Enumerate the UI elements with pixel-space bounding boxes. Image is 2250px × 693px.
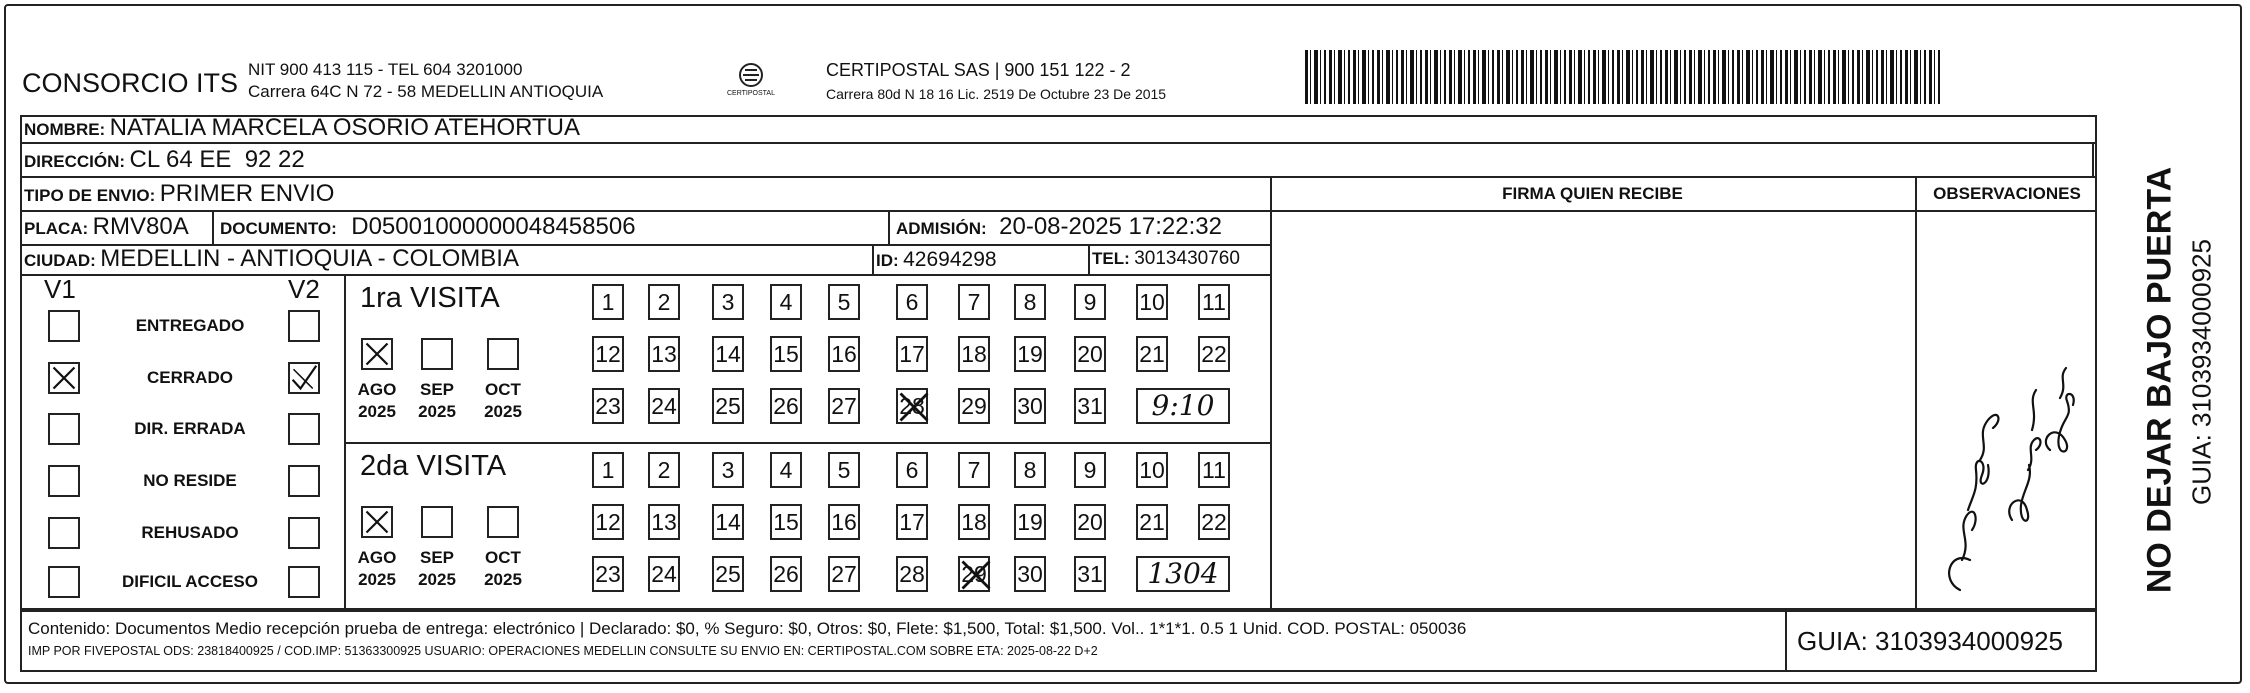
- day-box[interactable]: [1136, 284, 1168, 320]
- status-option-label: NO RESIDE: [143, 471, 237, 490]
- col-line: [212, 210, 214, 244]
- day-number: 6: [905, 289, 919, 315]
- day-number: 22: [1201, 509, 1227, 535]
- day-box[interactable]: [592, 452, 624, 488]
- day-number: 19: [1017, 341, 1043, 367]
- day-number: 27: [831, 561, 857, 587]
- day-box[interactable]: [712, 452, 744, 488]
- v2-checkbox[interactable]: [288, 362, 320, 394]
- v2-checkbox[interactable]: [288, 566, 320, 598]
- direccion-value: CL 64 EE 92 22: [129, 146, 305, 173]
- day-number: 26: [773, 561, 799, 587]
- day-number: 7: [967, 457, 981, 483]
- barcode: [1305, 50, 1940, 104]
- v2-checkbox[interactable]: [288, 413, 320, 445]
- day-box[interactable]: [958, 388, 990, 424]
- ciudad-value: MEDELLIN - ANTIOQUIA - COLOMBIA: [100, 245, 519, 272]
- day-box[interactable]: [896, 388, 928, 424]
- day-box[interactable]: [896, 284, 928, 320]
- day-number: 17: [899, 509, 925, 535]
- day-box[interactable]: [770, 336, 802, 372]
- v1-checkbox[interactable]: [48, 362, 80, 394]
- day-number: 9: [1083, 457, 1097, 483]
- day-number: 20: [1077, 509, 1103, 535]
- day-number: 30: [1017, 393, 1043, 419]
- id-cell: [876, 248, 997, 272]
- day-number: 18: [961, 509, 987, 535]
- day-box[interactable]: [592, 336, 624, 372]
- v2-checkbox[interactable]: [288, 465, 320, 497]
- day-number: 10: [1139, 457, 1165, 483]
- footer-line1: Contenido: Documentos Medio recepción prueba de entrega: electrónico | Declarado: $0, % Seguro: $0, Otros: $0, Flete: $1,500, Total: $1,500. Vol.. 1*1*1. 0.5 1 Unid. COD. POSTAL: 050036: [28, 619, 1467, 638]
- day-box[interactable]: [958, 556, 990, 592]
- visit-time-box[interactable]: [1136, 388, 1230, 424]
- day-box[interactable]: [648, 504, 680, 540]
- carrier-name: CERTIPOSTAL SAS | 900 151 122 - 2: [826, 60, 1131, 80]
- placa-label: PLACA:: [24, 219, 89, 238]
- day-number: 14: [715, 509, 741, 535]
- id-label: ID:: [876, 251, 899, 270]
- direccion-row: [24, 146, 305, 174]
- month-label: AGO: [357, 380, 397, 399]
- month-checkbox[interactable]: [421, 506, 453, 538]
- row-line: [20, 274, 1270, 276]
- placa-value: RMV80A: [92, 213, 189, 240]
- day-number: 7: [967, 289, 981, 315]
- day-number: 20: [1077, 341, 1103, 367]
- day-box[interactable]: [1014, 504, 1046, 540]
- day-number: 27: [831, 393, 857, 419]
- day-box[interactable]: [648, 388, 680, 424]
- day-box[interactable]: [896, 556, 928, 592]
- company-address: Carrera 64C N 72 - 58 MEDELLIN ANTIOQUIA: [248, 82, 604, 101]
- day-number: 17: [899, 341, 925, 367]
- certipostal-logo: [728, 58, 774, 104]
- logo-caption: CERTIPOSTAL: [727, 90, 775, 97]
- day-number: 14: [715, 341, 741, 367]
- col-line: [1785, 610, 1787, 672]
- v1-label: V1: [44, 274, 76, 304]
- day-number: 29: [961, 561, 987, 587]
- day-number: 6: [905, 457, 919, 483]
- month-checkbox[interactable]: [487, 506, 519, 538]
- day-number: 31: [1077, 393, 1103, 419]
- v1-checkbox[interactable]: [48, 465, 80, 497]
- day-box[interactable]: [1074, 504, 1106, 540]
- col-line: [1915, 176, 1917, 610]
- day-box[interactable]: [712, 388, 744, 424]
- tel-cell: [1092, 248, 1240, 270]
- year-label: 2025: [484, 402, 522, 421]
- day-number: 16: [831, 509, 857, 535]
- v1-checkbox[interactable]: [48, 310, 80, 342]
- admision-value: 20-08-2025 17:22:32: [999, 213, 1222, 240]
- day-number: 13: [651, 509, 677, 535]
- day-box[interactable]: [828, 452, 860, 488]
- day-box[interactable]: [1136, 452, 1168, 488]
- day-number: 25: [715, 393, 741, 419]
- day-number: 3: [721, 289, 735, 315]
- visit-title: 1ra VISITA: [360, 282, 500, 314]
- day-box[interactable]: [958, 452, 990, 488]
- day-number: 4: [779, 289, 793, 315]
- v1-checkbox[interactable]: [48, 413, 80, 445]
- month-label: AGO: [357, 548, 397, 567]
- month-label: OCT: [485, 548, 521, 567]
- day-number: 23: [595, 561, 621, 587]
- day-box[interactable]: [1074, 284, 1106, 320]
- day-box[interactable]: [712, 504, 744, 540]
- day-number: 15: [773, 509, 799, 535]
- v2-checkbox[interactable]: [288, 310, 320, 342]
- day-box[interactable]: [896, 336, 928, 372]
- day-box[interactable]: [770, 452, 802, 488]
- tipo-label: TIPO DE ENVIO:: [24, 186, 156, 205]
- day-number: 1: [601, 289, 615, 315]
- nombre-value: NATALIA MARCELA OSORIO ATEHORTUA: [109, 114, 581, 141]
- day-box[interactable]: [712, 284, 744, 320]
- day-box[interactable]: [958, 504, 990, 540]
- day-box[interactable]: [770, 284, 802, 320]
- tipo-value: PRIMER ENVIO: [159, 180, 335, 207]
- day-box[interactable]: [592, 504, 624, 540]
- month-label: OCT: [485, 380, 521, 399]
- documento-label: DOCUMENTO:: [220, 219, 337, 238]
- day-box[interactable]: [1198, 336, 1230, 372]
- day-box[interactable]: [1014, 452, 1046, 488]
- year-label: 2025: [484, 570, 522, 589]
- v2-label: V2: [288, 274, 320, 304]
- day-box[interactable]: [592, 388, 624, 424]
- day-number: 11: [1202, 289, 1226, 315]
- day-box[interactable]: [958, 336, 990, 372]
- day-box[interactable]: [770, 504, 802, 540]
- admision-cell: [896, 213, 1222, 241]
- day-number: 24: [651, 561, 677, 587]
- day-number: 1: [601, 457, 615, 483]
- id-value: 42694298: [903, 248, 997, 271]
- day-box[interactable]: [648, 284, 680, 320]
- day-number: 12: [595, 509, 621, 535]
- day-number: 21: [1139, 341, 1165, 367]
- year-label: 2025: [358, 570, 396, 589]
- visit-time-handwritten: 1304: [1147, 557, 1219, 590]
- day-box[interactable]: [592, 556, 624, 592]
- observaciones-handwriting: [1920, 280, 2092, 606]
- day-box[interactable]: [648, 556, 680, 592]
- day-box[interactable]: [1014, 556, 1046, 592]
- year-label: 2025: [418, 570, 456, 589]
- documento-value: D05001000000048458506: [351, 213, 636, 240]
- day-number: 3: [721, 457, 735, 483]
- nombre-label: NOMBRE:: [24, 120, 106, 139]
- observaciones-label: OBSERVACIONES: [1933, 184, 2081, 203]
- tel-label: TEL:: [1092, 249, 1130, 268]
- day-number: 31: [1077, 561, 1103, 587]
- firma-label: FIRMA QUIEN RECIBE: [1502, 184, 1683, 203]
- day-number: 19: [1017, 509, 1043, 535]
- day-box[interactable]: [648, 452, 680, 488]
- col-line: [888, 210, 890, 244]
- visit-time-box[interactable]: [1136, 556, 1230, 592]
- status-option-label: DIFICIL ACCESO: [121, 572, 258, 591]
- day-box[interactable]: [1074, 388, 1106, 424]
- day-box[interactable]: [828, 284, 860, 320]
- day-number: 18: [961, 341, 987, 367]
- day-box[interactable]: [828, 504, 860, 540]
- day-number: 5: [837, 457, 851, 483]
- month-checkbox[interactable]: [421, 338, 453, 370]
- v1-checkbox[interactable]: [48, 517, 80, 549]
- direccion-label: DIRECCIÓN:: [24, 152, 126, 171]
- day-number: 23: [595, 393, 621, 419]
- day-number: 29: [961, 393, 987, 419]
- day-box[interactable]: [1198, 504, 1230, 540]
- col-line: [1270, 176, 1272, 610]
- day-number: 28: [899, 393, 925, 419]
- placa-cell: [24, 213, 189, 241]
- day-box[interactable]: [712, 556, 744, 592]
- month-checkbox[interactable]: [361, 506, 393, 538]
- day-number: 12: [595, 341, 621, 367]
- footer-guia: GUIA: 3103934000925: [1797, 626, 2063, 656]
- day-box[interactable]: [828, 556, 860, 592]
- month-label: SEP: [419, 548, 455, 567]
- day-box[interactable]: [592, 284, 624, 320]
- carrier-address: Carrera 80d N 18 16 Lic. 2519 De Octubre 23 De 2015: [826, 86, 1167, 102]
- day-box[interactable]: [1136, 504, 1168, 540]
- day-number: 15: [773, 341, 799, 367]
- day-number: 2: [657, 457, 671, 483]
- v1-checkbox[interactable]: [48, 566, 80, 598]
- day-number: 8: [1023, 289, 1037, 315]
- footer-line2: IMP POR FIVEPOSTAL ODS: 23818400925 / COD.IMP: 51363300925 USUARIO: OPERACIONES MEDELLIN CONSULTE SU ENVIO EN: CERTIPOSTAL.COM SOBRE ETA: 2025-08-22 D+2: [28, 644, 1098, 658]
- day-number: 30: [1017, 561, 1043, 587]
- day-box[interactable]: [712, 336, 744, 372]
- day-box[interactable]: [1198, 284, 1230, 320]
- day-number: 11: [1202, 457, 1226, 483]
- day-box[interactable]: [1136, 336, 1168, 372]
- day-box[interactable]: [1074, 556, 1106, 592]
- day-box[interactable]: [828, 388, 860, 424]
- company-name: CONSORCIO ITS: [22, 68, 239, 98]
- status-option-label: CERRADO: [147, 368, 233, 387]
- month-checkbox[interactable]: [361, 338, 393, 370]
- v2-checkbox[interactable]: [288, 517, 320, 549]
- day-box[interactable]: [1014, 284, 1046, 320]
- day-number: 13: [651, 341, 677, 367]
- month-checkbox[interactable]: [487, 338, 519, 370]
- day-number: 10: [1139, 289, 1165, 315]
- day-box[interactable]: [648, 336, 680, 372]
- documento-cell: [220, 213, 636, 241]
- day-box[interactable]: [896, 504, 928, 540]
- side-warning: NO DEJAR BAJO PUERTA: [2140, 166, 2179, 594]
- day-number: 22: [1201, 341, 1227, 367]
- day-box[interactable]: [770, 388, 802, 424]
- tipo-row: [24, 180, 334, 208]
- visit-divider: [344, 442, 1270, 444]
- col-line: [872, 244, 874, 274]
- day-box[interactable]: [958, 284, 990, 320]
- day-box[interactable]: [1198, 452, 1230, 488]
- company-nit: NIT 900 413 115 - TEL 604 3201000: [248, 60, 523, 79]
- status-option-label: DIR. ERRADA: [134, 419, 246, 438]
- row-line: [20, 210, 2097, 212]
- day-box[interactable]: [1074, 336, 1106, 372]
- status-option-label: ENTREGADO: [135, 316, 245, 335]
- day-box[interactable]: [896, 452, 928, 488]
- day-box[interactable]: [828, 336, 860, 372]
- day-number: 24: [651, 393, 677, 419]
- row-line: [20, 142, 2097, 144]
- row-line: [20, 176, 2097, 178]
- visit-title: 2da VISITA: [360, 450, 507, 482]
- status-option-label: REHUSADO: [141, 523, 239, 542]
- year-label: 2025: [418, 402, 456, 421]
- day-box[interactable]: [1014, 336, 1046, 372]
- day-box[interactable]: [1014, 388, 1046, 424]
- year-label: 2025: [358, 402, 396, 421]
- ciudad-cell: [24, 245, 519, 273]
- day-number: 9: [1083, 289, 1097, 315]
- day-number: 16: [831, 341, 857, 367]
- day-number: 21: [1139, 509, 1165, 535]
- day-number: 8: [1023, 457, 1037, 483]
- day-box[interactable]: [770, 556, 802, 592]
- col-line: [2092, 142, 2094, 176]
- visit-time-handwritten: 9:10: [1151, 389, 1215, 422]
- col-line: [1088, 244, 1090, 274]
- day-number: 5: [837, 289, 851, 315]
- nombre-row: [24, 114, 580, 142]
- day-number: 28: [899, 561, 925, 587]
- tel-value: 3013430760: [1134, 248, 1240, 269]
- month-label: SEP: [419, 380, 455, 399]
- day-number: 25: [715, 561, 741, 587]
- admision-label: ADMISIÓN:: [896, 219, 987, 238]
- ciudad-label: CIUDAD:: [24, 251, 96, 270]
- day-number: 2: [657, 289, 671, 315]
- side-guia: GUIA: 3103934000925: [2186, 239, 2217, 505]
- day-box[interactable]: [1074, 452, 1106, 488]
- day-number: 4: [779, 457, 793, 483]
- day-number: 26: [773, 393, 799, 419]
